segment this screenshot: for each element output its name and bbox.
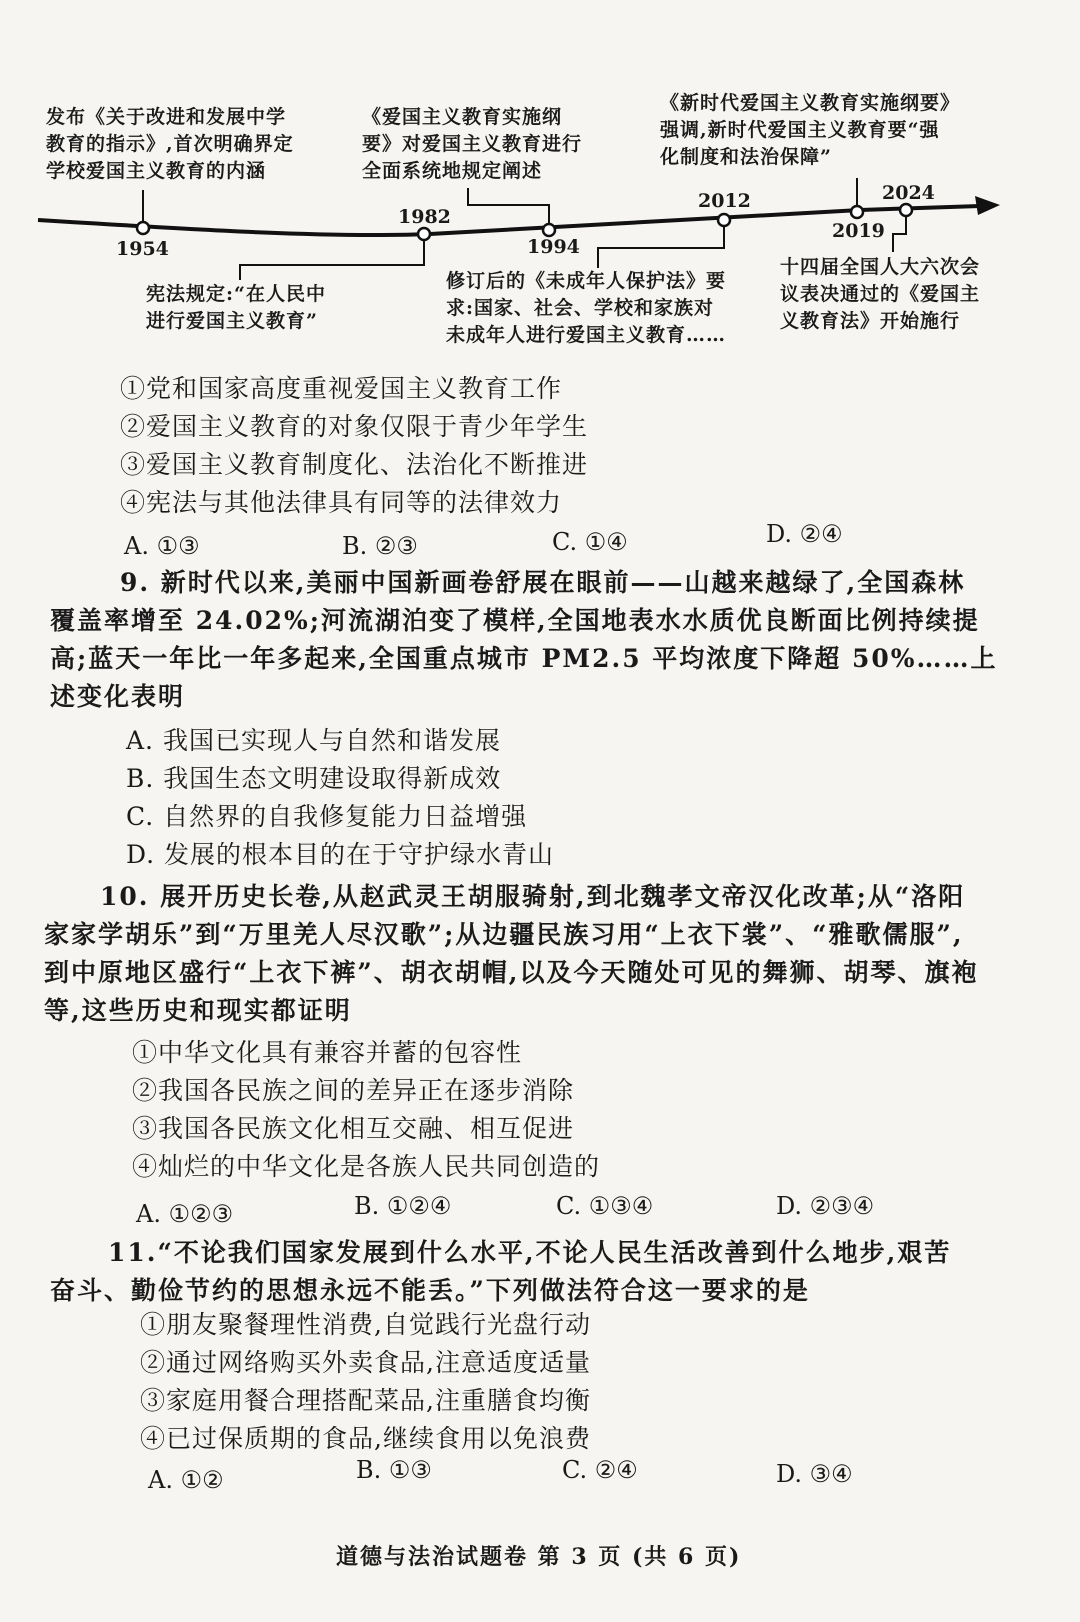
note-2024: 十四届全国人大六次会 议表决通过的《爱国主 义教育法》开始施行	[780, 256, 981, 332]
connector-1994	[468, 188, 549, 224]
option-item: ③家庭用餐合理搭配菜品,注重膳食均衡	[140, 1386, 591, 1415]
node-1954	[137, 222, 149, 234]
note-1982: 宪法规定:“在人民中 进行爱国主义教育”	[146, 283, 326, 332]
q8-choice-c: C. ①④	[552, 528, 628, 556]
option-item: ①党和国家高度重视爱国主义教育工作	[120, 374, 563, 403]
q9-stem: 9. 新时代以来,美丽中国新画卷舒展在眼前——山越来越绿了,全国森林 覆盖率增至 24.02%;河流湖泊变了模样,全国地表水水质优良断面比例持续提 高;蓝天一年比一年多起来,全国重点城市 PM2.5 平均浓度下降超 50%……上 述变化表明	[50, 568, 998, 711]
node-2024	[900, 204, 912, 216]
option-item: ③我国各民族文化相互交融、相互促进	[132, 1114, 575, 1143]
q8-options	[120, 370, 588, 522]
year-2012: 2012	[698, 190, 751, 212]
option-item: B. 我国生态文明建设取得新成效	[126, 764, 502, 793]
q10-choice-d: D. ②③④	[776, 1192, 875, 1220]
q11-choice-c: C. ②④	[562, 1456, 638, 1484]
option-item: ③爱国主义教育制度化、法治化不断推进	[120, 450, 589, 479]
option-item: ②爱国主义教育的对象仅限于青少年学生	[120, 412, 589, 441]
node-2012	[718, 214, 730, 226]
note-1994: 《爱国主义教育实施纲 要》对爱国主义教育进行 全面系统地规定阐述	[362, 106, 583, 182]
q11-choice-b: B. ①③	[356, 1456, 432, 1484]
year-1982: 1982	[398, 206, 451, 228]
option-item: ②我国各民族之间的差异正在逐步消除	[132, 1076, 575, 1105]
option-item: ④灿烂的中华文化是各族人民共同创造的	[132, 1152, 601, 1181]
option-item: ①朋友聚餐理性消费,自觉践行光盘行动	[140, 1310, 591, 1339]
option-item: C. 自然界的自我修复能力日益增强	[126, 802, 528, 831]
q10-choice-a: A. ①②③	[136, 1200, 234, 1228]
year-2019: 2019	[832, 220, 885, 242]
q10-choice-b: B. ①②④	[354, 1192, 452, 1220]
q8-choice-a: A. ①③	[124, 532, 200, 560]
option-item: ④已过保质期的食品,继续食用以免浪费	[140, 1424, 591, 1453]
node-1994	[543, 224, 555, 236]
q11-options	[140, 1306, 591, 1458]
q8-choice-d: D. ②④	[766, 520, 843, 548]
note-2019: 《新时代爱国主义教育实施纲要》 强调,新时代爱国主义教育要“强 化制度和法治保障”	[660, 92, 961, 168]
note-2012: 修订后的《未成年人保护法》要 求:国家、社会、学校和家族对 未成年人进行爱国主义教育……	[446, 270, 727, 346]
connector-2024	[893, 216, 906, 252]
option-item: ①中华文化具有兼容并蓄的包容性	[132, 1038, 523, 1067]
q9-options	[126, 722, 554, 874]
q10-options	[132, 1034, 600, 1186]
option-item: ②通过网络购买外卖食品,注意适度适量	[140, 1348, 591, 1377]
option-item: ④宪法与其他法律具有同等的法律效力	[120, 488, 563, 517]
timeline-arrowhead	[975, 196, 1000, 215]
connector-1982	[240, 240, 424, 280]
q8-choice-b: B. ②③	[342, 532, 418, 560]
option-item: A. 我国已实现人与自然和谐发展	[126, 726, 501, 755]
node-2019	[851, 206, 863, 218]
q11-choice-a: A. ①②	[148, 1466, 224, 1494]
q10-stem: 10. 展开历史长卷,从赵武灵王胡服骑射,到北魏孝文帝汉化改革;从“洛阳 家家学胡乐”到“万里羌人尽汉歌”;从边疆民族习用“上衣下裳”、“雅歌儒服”, 到中原地区盛行“上衣下裤”、胡衣胡帽,以及今天随处可见的舞狮、胡琴、旗袍 等,这些历史和现实都证明	[44, 882, 979, 1025]
node-1982	[418, 228, 430, 240]
page-footer: 道德与法治试题卷 第 3 页 (共 6 页)	[336, 1544, 742, 1570]
connector-2012	[598, 226, 724, 268]
note-1954: 发布《关于改进和发展中学 教育的指示》,首次明确界定 学校爱国主义教育的内涵	[46, 106, 294, 182]
q11-stem: 11.“不论我们国家发展到什么水平,不论人民生活改善到什么地步,艰苦 奋斗、勤俭节约的思想永远不能丢。”下列做法符合这一要求的是	[50, 1238, 952, 1305]
q11-choice-d: D. ③④	[776, 1460, 853, 1488]
q10-choice-c: C. ①③④	[556, 1192, 654, 1220]
option-item: D. 发展的根本目的在于守护绿水青山	[126, 840, 555, 869]
year-1954: 1954	[116, 238, 169, 260]
year-1994: 1994	[527, 236, 580, 258]
year-2024: 2024	[882, 182, 935, 204]
